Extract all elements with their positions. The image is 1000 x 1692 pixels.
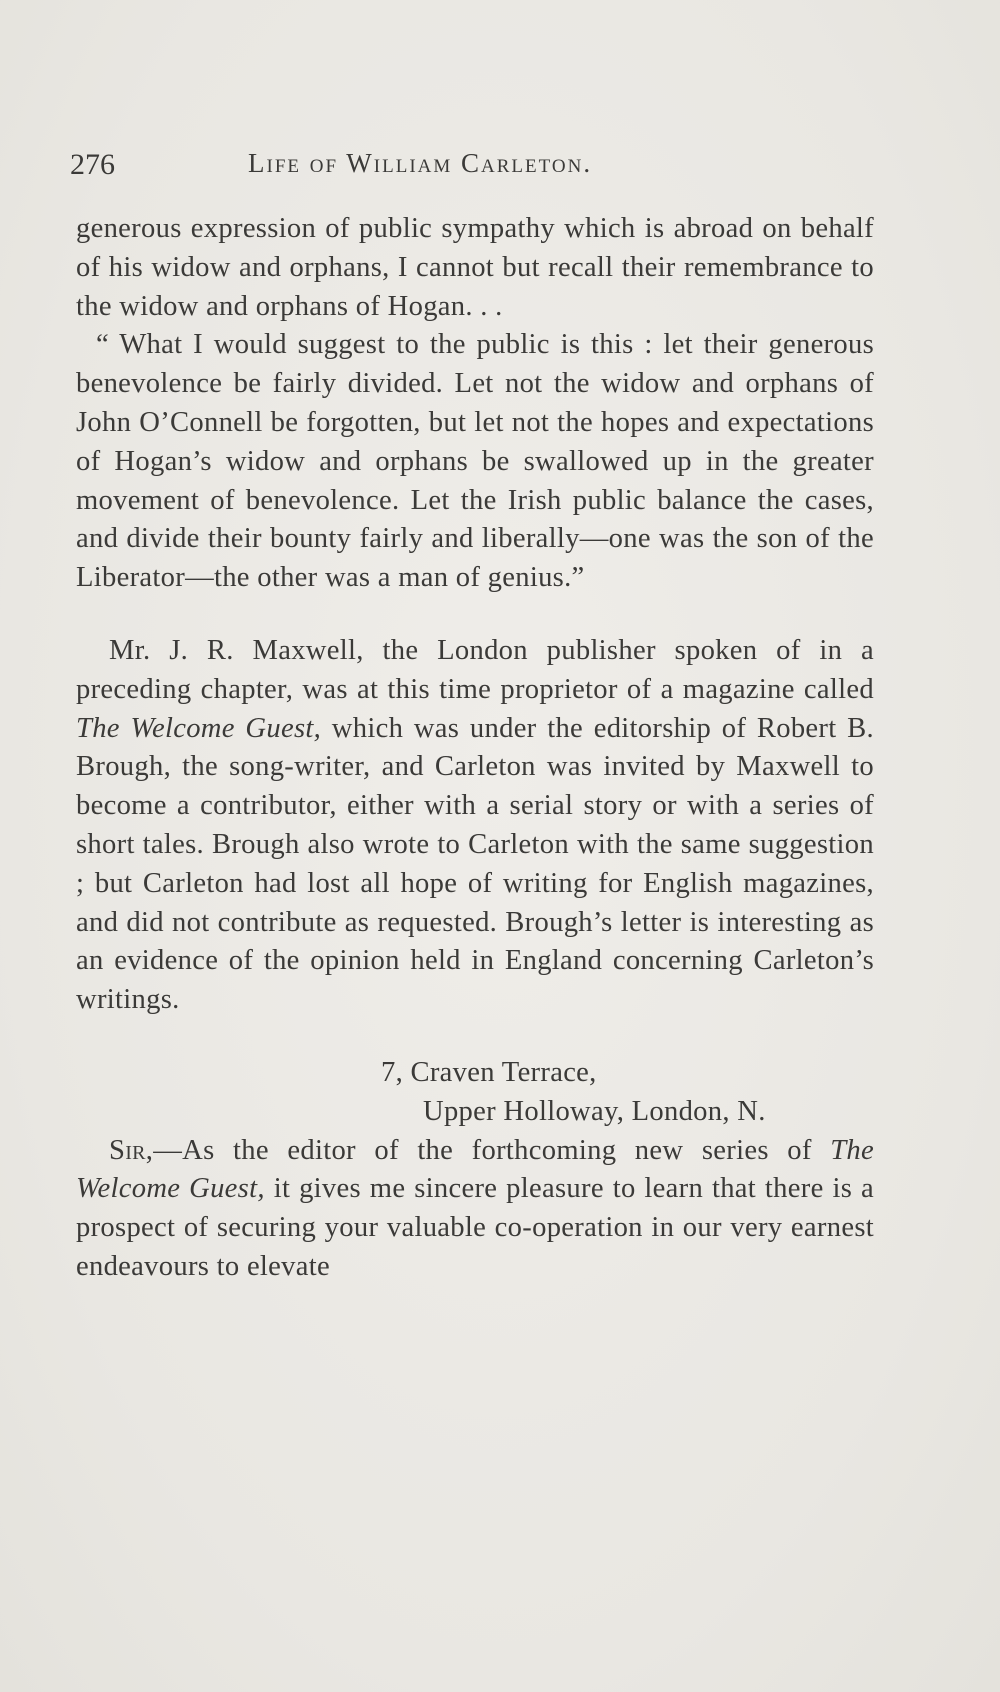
letter-body xyxy=(76,1132,874,1287)
magazine-title: The Welcome Guest, xyxy=(76,712,322,744)
paragraph-maxwell-text-start: Mr. J. R. Maxwell, the London publisher spoken of in a preceding chapter, was at this time proprietor of a magazine called xyxy=(76,634,874,705)
running-title: Life of William Carleton. xyxy=(248,148,593,178)
paragraph-maxwell xyxy=(76,632,874,1020)
letter-salutation: Sir, xyxy=(109,1134,154,1166)
letter-magazine-title: The Welcome Guest, xyxy=(76,1134,874,1205)
letter-text-start: —As the editor of the forthcoming new series of xyxy=(153,1134,831,1166)
address-line-1: 7, Craven Terrace, xyxy=(381,1056,597,1088)
letter-text-end: it gives me sincere pleasure to learn that there is a prospect of securing your valuable co-operation in our very earnest endeavours to elevate xyxy=(76,1173,874,1282)
page-header xyxy=(70,148,750,188)
paragraph-continuation: generous expression of public sympathy which is abroad on behalf of his widow and orphans, I cannot but recall their remembrance to the widow and orphans of Hogan. . . xyxy=(76,213,874,322)
paragraph-maxwell-text-end: which was under the editorship of Robert B. Brough, the song-writer, and Carleton was invited by Maxwell to become a contributor, either with a serial story or with a series of short tales. Brough also wrote to Carleton with the same suggestion ; but Carleton had lost all hope of writing for English magazines, and did not contribute as requested. Brough’s letter is interesting as an evidence of the opinion held in England concerning Carleton’s writings. xyxy=(76,712,874,1016)
paragraph-quotation: “ What I would suggest to the public is this : let their generous benevolence be fairly divided. Let not the widow and orphans of John O’Connell be forgotten, but let not the hopes and expectations of Hogan’s widow and orphans be swallowed up in the greater movement of benevolence. Let the Irish public balance the cases, and divide their bounty fairly and liberally—one was the son of the Liberator—the other was a man of genius.” xyxy=(76,329,874,594)
address-line-2: Upper Holloway, London, N. xyxy=(423,1095,766,1127)
page-number: 276 xyxy=(70,148,115,181)
page-body xyxy=(76,210,874,1287)
letter-address xyxy=(76,1054,874,1132)
